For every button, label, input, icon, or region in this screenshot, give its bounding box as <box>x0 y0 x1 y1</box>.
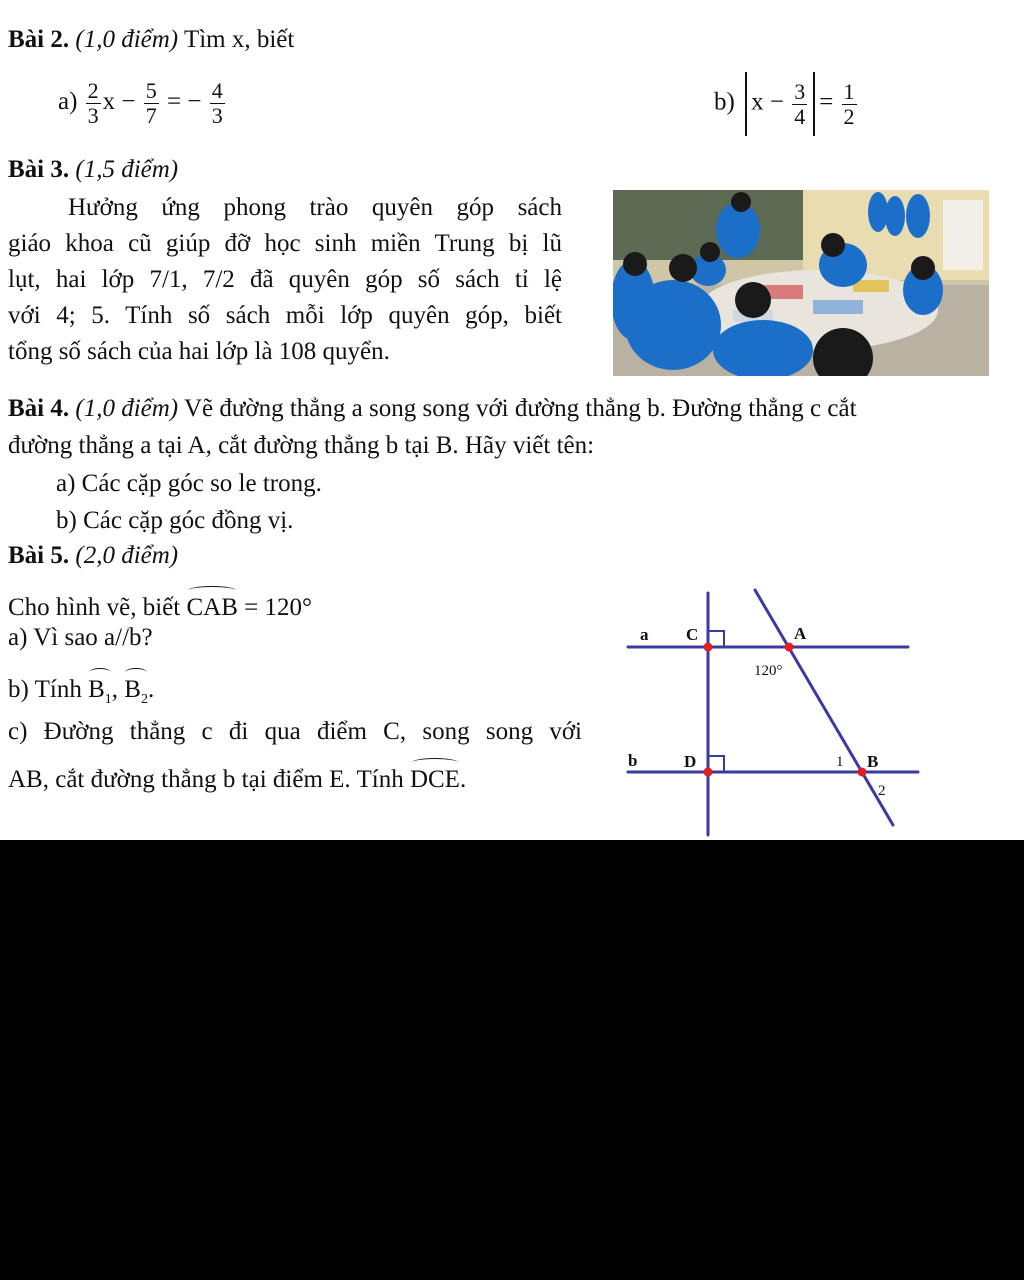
photo-books <box>813 300 863 314</box>
label-a: a <box>640 625 649 644</box>
point-b <box>858 768 867 777</box>
bai5-heading: Bài 5. <box>8 542 70 569</box>
equals-sign: = <box>819 88 834 116</box>
photo-student <box>868 192 888 232</box>
denominator: 4 <box>794 103 806 129</box>
geometry-figure <box>620 585 930 840</box>
point-d <box>704 768 713 777</box>
angle-dce: DCE <box>410 758 460 798</box>
bai4-heading: Bài 4. <box>8 395 70 422</box>
point-a <box>785 643 794 652</box>
numerator: 1 <box>843 78 855 104</box>
bai3-line: Hưởng ứng phong trào quyên góp sách <box>68 194 562 221</box>
denominator: 3 <box>211 102 223 128</box>
bai3-line: với 4; 5. Tính số sách mỗi lớp quyên góp, biết <box>8 302 562 329</box>
numerator: 2 <box>87 77 99 103</box>
bai4-text-line2: đường thẳng a tại A, cắt đường thẳng b tại B. Hãy viết tên: <box>8 432 595 459</box>
bai5-header <box>8 538 178 574</box>
denominator: 7 <box>145 102 157 128</box>
bai4-points: (1,0 điểm) <box>75 395 179 422</box>
bai5-item-b <box>8 668 154 718</box>
variable-x: x <box>102 88 116 115</box>
bai3-text <box>8 190 562 370</box>
students-book-donation-photo <box>613 190 989 376</box>
bai2-a-label: a) <box>58 88 78 115</box>
bai2-heading: Bài 2. <box>8 26 70 53</box>
bai5-item-c-line2 <box>8 758 466 798</box>
angle-letter: B <box>124 676 141 703</box>
bai3-line: lụt, hai lớp 7/1, 7/2 đã quyên góp số sách tỉ lệ <box>8 266 562 293</box>
label-b-point: B <box>867 752 879 771</box>
bai5-points: (2,0 điểm) <box>75 542 179 569</box>
abs-bar-right <box>813 72 815 136</box>
bai3-line: giáo khoa cũ giúp đỡ học sinh miền Trung bị lũ <box>8 230 562 257</box>
photo-head <box>735 282 771 318</box>
bai2-points: (1,0 điểm) <box>75 26 179 53</box>
bai2-b-label: b) <box>714 88 735 116</box>
numerator: 5 <box>145 77 157 103</box>
photo-head <box>911 256 935 280</box>
separator: , <box>111 676 119 703</box>
bai5-item-c-line1: c) Đường thẳng c đi qua điểm C, song song với <box>8 718 582 745</box>
label-b: b <box>628 751 638 770</box>
abs-bar-left <box>745 72 747 136</box>
angle-cab: CAB <box>186 586 237 626</box>
fraction <box>792 80 807 129</box>
angle-b2 <box>124 668 148 718</box>
bai5-b-prefix: b) Tính <box>8 676 82 703</box>
bai5-item-a: a) Vì sao a//b? <box>8 624 153 651</box>
photo-head <box>700 242 720 262</box>
bai2-equation-b <box>714 72 859 136</box>
bai2-header <box>8 22 294 58</box>
bai4-item-b: b) Các cặp góc đồng vị. <box>56 507 294 534</box>
period: . <box>459 766 467 793</box>
angle-subscript: 2 <box>140 692 148 707</box>
angle-subscript: 1 <box>104 692 112 707</box>
point-c <box>704 643 713 652</box>
angle-letter: B <box>88 676 105 703</box>
variable-x: x − <box>751 88 784 116</box>
photo-student <box>885 196 905 236</box>
bai2-instruction: Tìm x, biết <box>183 26 295 53</box>
bai4-line1 <box>8 391 857 427</box>
photo-head <box>731 192 751 212</box>
photo-head <box>669 254 697 282</box>
label-a-point: A <box>794 624 807 643</box>
line-ab <box>755 590 893 825</box>
period: . <box>147 676 155 703</box>
bai4-text-line1: Vẽ đường thẳng a song song với đường thẳng b. Đường thẳng c cắt <box>183 395 857 422</box>
denominator: 2 <box>843 103 855 129</box>
minus-sign: − <box>121 88 136 115</box>
label-angle-120: 120° <box>754 663 783 679</box>
label-angle-1: 1 <box>836 754 844 770</box>
angle-b1 <box>88 668 112 718</box>
bai5-given-prefix: Cho hình vẽ, biết <box>8 594 181 621</box>
bai4-item-a: a) Các cặp góc so le trong. <box>56 470 322 497</box>
fraction <box>210 79 225 128</box>
bai5-given-value: = 120° <box>244 594 312 621</box>
bai3-heading: Bài 3. <box>8 156 70 183</box>
bai3-line: tổng số sách của hai lớp là 108 quyển. <box>8 338 390 365</box>
numerator: 4 <box>211 77 223 103</box>
photo-window <box>943 200 983 270</box>
bai3-header <box>8 152 178 188</box>
label-angle-2: 2 <box>878 783 886 799</box>
photo-student <box>906 194 930 238</box>
photo-head <box>821 233 845 257</box>
numerator: 3 <box>794 78 806 104</box>
fraction <box>86 79 101 128</box>
bai3-points: (1,5 điểm) <box>75 156 179 183</box>
fraction <box>842 80 857 129</box>
label-c: C <box>686 625 699 644</box>
label-d: D <box>684 752 697 771</box>
denominator: 3 <box>87 102 99 128</box>
bai5-c-prefix: AB, cắt đường thẳng b tại điểm E. Tính <box>8 766 404 793</box>
photo-head <box>623 252 647 276</box>
bai2-equation-a <box>58 72 227 132</box>
fraction <box>144 79 159 128</box>
equals-minus: = − <box>167 88 202 115</box>
